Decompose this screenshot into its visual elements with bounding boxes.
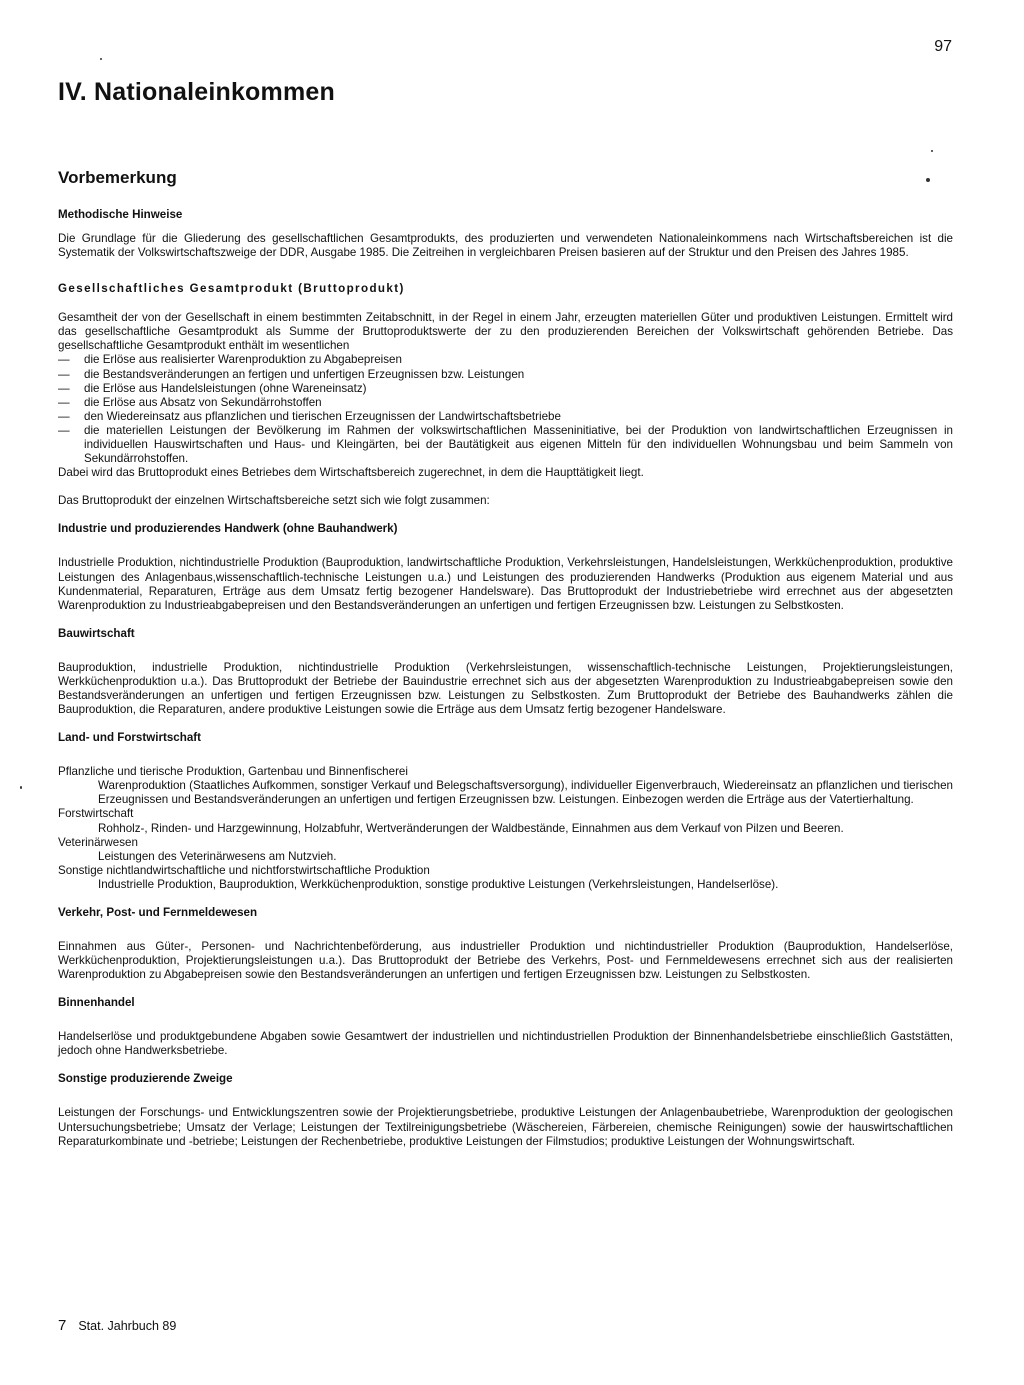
paragraph-binnenhandel: Handelserlöse und produktgebundene Abgaben sowie Gesamtwert der industriellen und nichtindustriellen Produktion der Binnenhandelsbetriebe einschließlich Gaststätten, jedoch ohne Handwerksbetriebe. — [58, 1030, 953, 1058]
page-footer — [58, 1317, 176, 1334]
land-line-indented: Leistungen des Veterinärwesens am Nutzvieh. — [98, 849, 337, 863]
paragraph-sonstige-zweige: Leistungen der Forschungs- und Entwicklungszentren sowie der Projektierungsbetriebe, produktive Leistungen der Anlagenbaubetriebe, Warenproduktion der geologischen Untersuchungsbetriebe; Umsatz der Verlage; Leistungen der Textilreinigungsbetriebe (Wäschereien, Färbereien, chemische Reinigungen) sowie der hauswirtschaftlichen Reparaturkombinate und -betriebe; Leistungen der Rechenbetriebe, produktive Leistungen der Filmstudios; produktive Leistungen der Wohnungswirtschaft. — [58, 1106, 953, 1148]
main-content — [58, 168, 953, 1149]
paragraph-verkehr: Einnahmen aus Güter-, Personen- und Nachrichtenbeförderung, aus industrieller Produktion und nichtindustrieller Produktion (Bauproduktion, Handelserlöse, Werkküchenproduktion, Projektierungsleistungen u.a.). Das Bruttoprodukt der Betriebe des Verkehrs, Post- und Fernmeldewesens errechnet sich aus der realisierten Warenproduktion zu Abgabepreisen sowie den Bestandsveränderungen an unfertigen und fertigen Erzeugnissen bzw. Leistungen zu Selbstkosten. — [58, 940, 953, 982]
scan-speck — [926, 178, 930, 182]
paragraph-gesamtprodukt-intro: Gesamtheit der von der Gesellschaft in einem bestimmten Zeitabschnitt, in der Regel in einem Jahr, erzeugten materiellen Güter und produktiven Leistungen. Ermittelt wird das gesellschaftliche Gesamtprodukt als Summe der Bruttoproduktswerte der zu den produzierenden Bereichen der Volkswirtschaft gehörenden Betriebe. Das gesellschaftliche Gesamtprodukt enthält im wesentlichen — [58, 311, 953, 353]
footer-sheet-number: 7 — [58, 1317, 67, 1334]
land-line: Pflanzliche und tierische Produktion, Gartenbau und Binnenfischerei — [58, 765, 408, 779]
scan-speck — [931, 150, 933, 152]
land-line: Sonstige nichtlandwirtschaftliche und nichtforstwirtschaftliche Produktion — [58, 863, 430, 877]
subheading-gesamtprodukt: Gesellschaftliches Gesamtprodukt (Bruttoprodukt) — [58, 282, 405, 296]
subheading-bauwirtschaft: Bauwirtschaft — [58, 626, 135, 640]
scan-speck — [20, 786, 22, 789]
subheading-industrie: Industrie und produzierendes Handwerk (ohne Bauhandwerk) — [58, 522, 398, 536]
land-line-indented: Industrielle Produktion, Bauproduktion, Werkküchenproduktion, sonstige produktive Leistungen (Verkehrsleistungen, Handelserlöse). — [98, 877, 779, 891]
subheading-land-forstwirtschaft: Land- und Forstwirtschaft — [58, 731, 201, 745]
section-heading-vorbemerkung: Vorbemerkung — [58, 168, 177, 187]
paragraph-gesamtprodukt-outro: Dabei wird das Bruttoprodukt eines Betriebes dem Wirtschaftsbereich zugerechnet, in dem die Haupttätigkeit liegt. — [58, 466, 644, 480]
land-line-indented: Warenproduktion (Staatliches Aufkommen, sonstiger Verkauf und Belegschaftsversorgung), individueller Eigenverbrauch, Wiedereinsatz an pflanzlichen und tierischen Erzeugnissen und Bestandsveränderungen an unfertigen und fertigen Erzeugnissen bzw. Leistungen. Einbezogen werden die Erträge aus der Vatertierhaltung. — [98, 779, 953, 807]
land-line: Veterinärwesen — [58, 835, 138, 849]
footer-publication: Stat. Jahrbuch 89 — [78, 1319, 177, 1333]
paragraph-methodische-hinweise: Die Grundlage für die Gliederung des gesellschaftlichen Gesamtprodukts, des produzierten und verwendeten Nationaleinkommens nach Wirtschaftsbereichen ist die Systematik der Volkswirtschaftszweige der DDR, Ausgabe 1985. Die Zeitreihen in vergleichbaren Preisen basieren auf der Struktur und den Preisen des Jahres 1985. — [58, 232, 953, 260]
list-item: — die Bestandsveränderungen an fertigen und unfertigen Erzeugnissen bzw. Leistungen — [58, 368, 953, 382]
paragraph-zusammensetzung: Das Bruttoprodukt der einzelnen Wirtschaftsbereiche setzt sich wie folgt zusammen: — [58, 494, 490, 508]
list-item: — die Erlöse aus Handelsleistungen (ohne Wareneinsatz) — [58, 382, 953, 396]
subheading-methodische-hinweise: Methodische Hinweise — [58, 208, 183, 221]
list-item: — den Wiedereinsatz aus pflanzlichen und tierischen Erzeugnissen der Landwirtschaftsbetriebe — [58, 410, 953, 424]
chapter-title: IV. Nationaleinkommen — [58, 78, 335, 106]
list-item: — die Erlöse aus Absatz von Sekundärrohstoffen — [58, 396, 953, 410]
page-number: 97 — [934, 38, 952, 55]
subheading-binnenhandel: Binnenhandel — [58, 996, 135, 1010]
scan-speck — [100, 58, 102, 60]
paragraph-bauwirtschaft: Bauproduktion, industrielle Produktion, nichtindustrielle Produktion (Verkehrsleistungen, wissenschaftlich-technische Leistungen, Projektierungsleistungen, Werkküchenproduktion u.a.). Das Bruttoprodukt der Betriebe der Bauindustrie errechnet sich aus der abgesetzten Warenproduktion zu Industrieabgabepreisen sowie den Bestandsveränderungen an unfertigen und fertigen Erzeugnissen bzw. Leistungen zu Selbstkosten. Zum Bruttoprodukt der Betriebe des Bauhandwerks zählen die Bauproduktion, die Reparaturen, andere produktive Leistungen sowie die Erträge aus dem Umsatz fertig bezogener Handelsware. — [58, 660, 953, 717]
land-line: Forstwirtschaft — [58, 807, 134, 821]
land-line-indented: Rohholz-, Rinden- und Harzgewinnung, Holzabfuhr, Wertveränderungen der Waldbestände, Einnahmen aus dem Verkauf von Pilzen und Beeren. — [98, 821, 844, 835]
subheading-verkehr: Verkehr, Post- und Fernmeldewesen — [58, 906, 258, 919]
list-item: — die Erlöse aus realisierter Warenproduktion zu Abgabepreisen — [58, 353, 953, 367]
list-item: — die materiellen Leistungen der Bevölkerung im Rahmen der volkswirtschaftlichen Masseninitiative, bei der Produktion von landwirtschaftlichen Erzeugnissen in individuellen Hauswirtschaften und Haus- und Kleingärten, bei der Bautätigkeit aus eigenen Mitteln für den individuellen Wohnungsbau und beim Sammeln von Sekundärrohstoffen. — [58, 424, 953, 466]
gesamtprodukt-list — [58, 353, 953, 466]
subheading-sonstige-zweige: Sonstige produzierende Zweige — [58, 1072, 233, 1086]
paragraph-industrie: Industrielle Produktion, nichtindustrielle Produktion (Bauproduktion, landwirtschaftliche Produktion, Verkehrsleistungen, Handelsleistungen, Werkküchenproduktion, produktive Leistungen des Anlagenbaus,wissenschaftlich-technische Leistungen u.a.) und Leistungen des produzierenden Handwerks (Produktion aus eigenem Material und aus Kundenmaterial, Reparaturen, Erträge aus dem Umsatz fertig bezogener Handelsware). Das Bruttoprodukt der Industriebetriebe wird errechnet aus der abgesetzten Warenproduktion zu Industrieabgabepreisen und den Bestandsveränderungen an unfertigen und fertigen Erzeugnissen bzw. Leistungen zu Selbstkosten. — [58, 556, 953, 612]
